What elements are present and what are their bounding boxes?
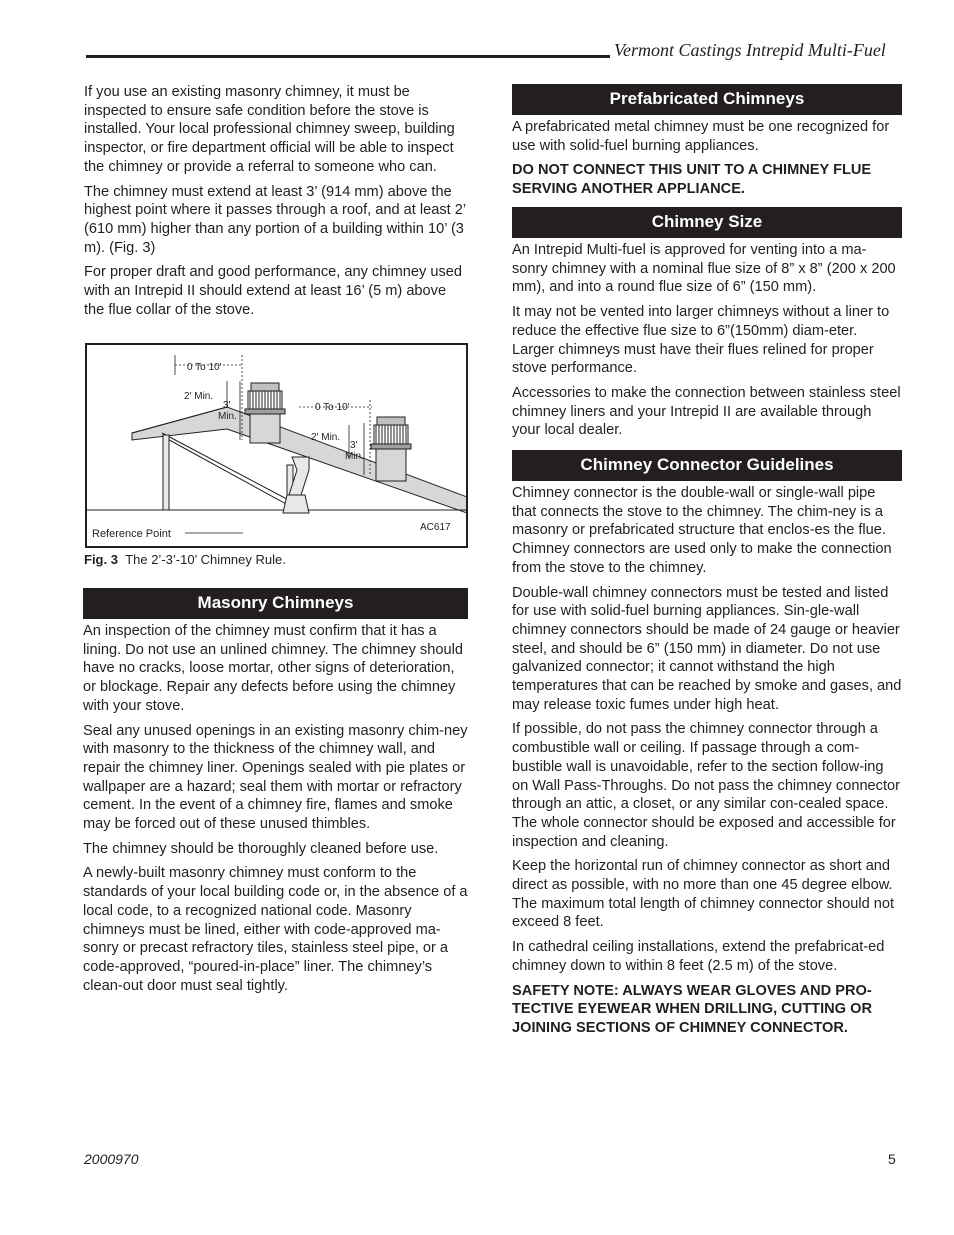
intro-text [84, 83, 470, 325]
page-number: 5 [888, 1151, 896, 1167]
size-paragraph: An Intrepid Multi-fuel is approved for venting into a ma-sonry chimney with a nominal flue size of 8” x 8” (200 x 200 mm), and into a round flue size of 6” (150 mm). [512, 242, 896, 296]
label-figure-code: AC617 [420, 522, 451, 533]
label-reference-point: Reference Point [92, 528, 171, 540]
connector-paragraph: Double-wall chimney connectors must be tested and listed for use with solid-fuel burning appliances. Sin-gle-wall chimney connectors should be made of 24 gauge or heavier steel, and should be 6” (150 mm) in diameter. Do not use galvanized connector; it cannot withstand the high temperatures that can be reached by smoke and gases, and may release toxic fumes under high heat. [512, 584, 902, 713]
connector-paragraph: Chimney connector is the double-wall or single-wall pipe that connects the stove to the chimney. The chim-ney is a masonry or prefabricated structure that enclos-es the flue. Chimney connectors are used only to make the connection from the stove to the chimney. [512, 485, 892, 576]
intro-paragraph: The chimney must extend at least 3’ (914 mm) above the highest point where it passes through a roof, and at least 2’ (610 mm) higher than any portion of a building within 10’ (3 m). (Fig. 3) [84, 183, 466, 256]
connector-section [512, 450, 902, 1044]
label-0-to-10-right: 0 To 10' [315, 402, 350, 413]
document-number: 2000970 [84, 1151, 139, 1167]
masonry-paragraph: Seal any unused openings in an existing masonry chim-ney with masonry to the thickness of the chimney wall, and repair the chimney liner. Openings sealed with pie plates or wallpaper are a hazard; seal them with mortar or refractory cement. In the event of a chimney fire, flames and smoke may be forced out of these unused thimbles. [83, 722, 468, 833]
masonry-paragraph: An inspection of the chimney must confirm that it has a lining. Do not use an unlined chimney. The chimney should have no cracks, loose mortar, other signs of deterioration, or blockage. Repair any defects before using the chimney with your stove. [83, 623, 463, 714]
chimney-rule-figure [85, 343, 468, 548]
prefab-paragraph: A prefabricated metal chimney must be one recognized for use with solid-fuel burning appliances. [512, 119, 890, 154]
prefab-warning: DO NOT CONNECT THIS UNIT TO A CHIMNEY FLUE SERVING ANOTHER APPLIANCE. [512, 162, 872, 198]
label-min-right: Min. [345, 451, 364, 462]
header-title: Vermont Castings Intrepid Multi-Fuel [614, 40, 886, 60]
size-paragraph: Accessories to make the connection between stainless steel chimney liners and your Intrepid II are available through your local dealer. [512, 384, 901, 439]
prefabricated-chimneys-heading: Prefabricated Chimneys [512, 84, 902, 115]
masonry-paragraph: A newly-built masonry chimney must conform to the standards of your local building code or, in the absence of a local code, to a recognized national code. Masonry chimneys must be lined, either with code-approved ma-sonry or precast refractory tiles, stainless steel pipe, or a code-approved, “poured-in-place” liner. The chimney’s clean-out door must seal tightly. [83, 865, 468, 994]
connector-paragraph: In cathedral ceiling installations, extend the prefabricat-ed chimney down to within 8 feet (2.5 m) of the stove. [512, 939, 885, 974]
caption-number: Fig. 3 [84, 552, 118, 567]
label-3-right: 3' [350, 440, 358, 451]
label-2-min-left: 2' Min. [184, 391, 214, 402]
chimney-size-heading: Chimney Size [512, 207, 902, 238]
intro-paragraph: For proper draft and good performance, any chimney used with an Intrepid II should extend at least 16’ (5 m) above the flue collar of the stove. [84, 264, 463, 318]
label-2-min-right: 2' Min. [311, 432, 341, 443]
size-section [512, 207, 902, 446]
size-paragraph: It may not be vented into larger chimneys without a liner to reduce the effective flue size to 6”(150mm) diam-eter. Larger chimneys must have their flues relined for proper stove performance. [512, 304, 890, 377]
connector-paragraph: Keep the horizontal run of chimney connector as short and direct as possible, with no more than one 45 degree elbow. The maximum total length of chimney connector should not exceed 8 feet. [512, 858, 895, 931]
masonry-paragraph: The chimney should be thoroughly cleaned before use. [83, 840, 439, 857]
masonry-chimneys-heading: Masonry Chimneys [83, 588, 468, 619]
label-3-left: 3' [223, 400, 231, 411]
header-rule [86, 55, 610, 58]
figure-caption [84, 552, 286, 567]
chimney-connector-heading: Chimney Connector Guidelines [512, 450, 902, 481]
connector-paragraph: If possible, do not pass the chimney connector through a combustible wall or ceiling. If passage through a com-bustible wall is unavoidable, refer to the section follow-ing on Wall Pass-Throughs. Do not pass the chimney connector through an attic, a closet, or any similar con-cealed space. The whole connector should be exposed and accessible for inspection and cleaning. [512, 721, 901, 850]
caption-text: The 2’-3’-10’ Chimney Rule. [125, 552, 286, 567]
safety-note: SAFETY NOTE: ALWAYS WEAR GLOVES AND PRO-TECTIVE EYEWEAR WHEN DRILLING, CUTTING OR JOINING SECTIONS OF CHIMNEY CONNECTOR. [512, 982, 872, 1036]
chimney-diagram [87, 345, 468, 548]
masonry-section [83, 588, 468, 1001]
prefab-section [512, 84, 902, 205]
intro-paragraph: If you use an existing masonry chimney, it must be inspected to ensure safe condition before the stove is installed. Your local professional chimney sweep, building inspector, or fire department official will be able to inspect the chimney or provide a referral to someone who can. [84, 84, 455, 175]
label-0-to-10-left: 0 To 10' [187, 362, 222, 373]
label-min-left: Min. [218, 411, 237, 422]
